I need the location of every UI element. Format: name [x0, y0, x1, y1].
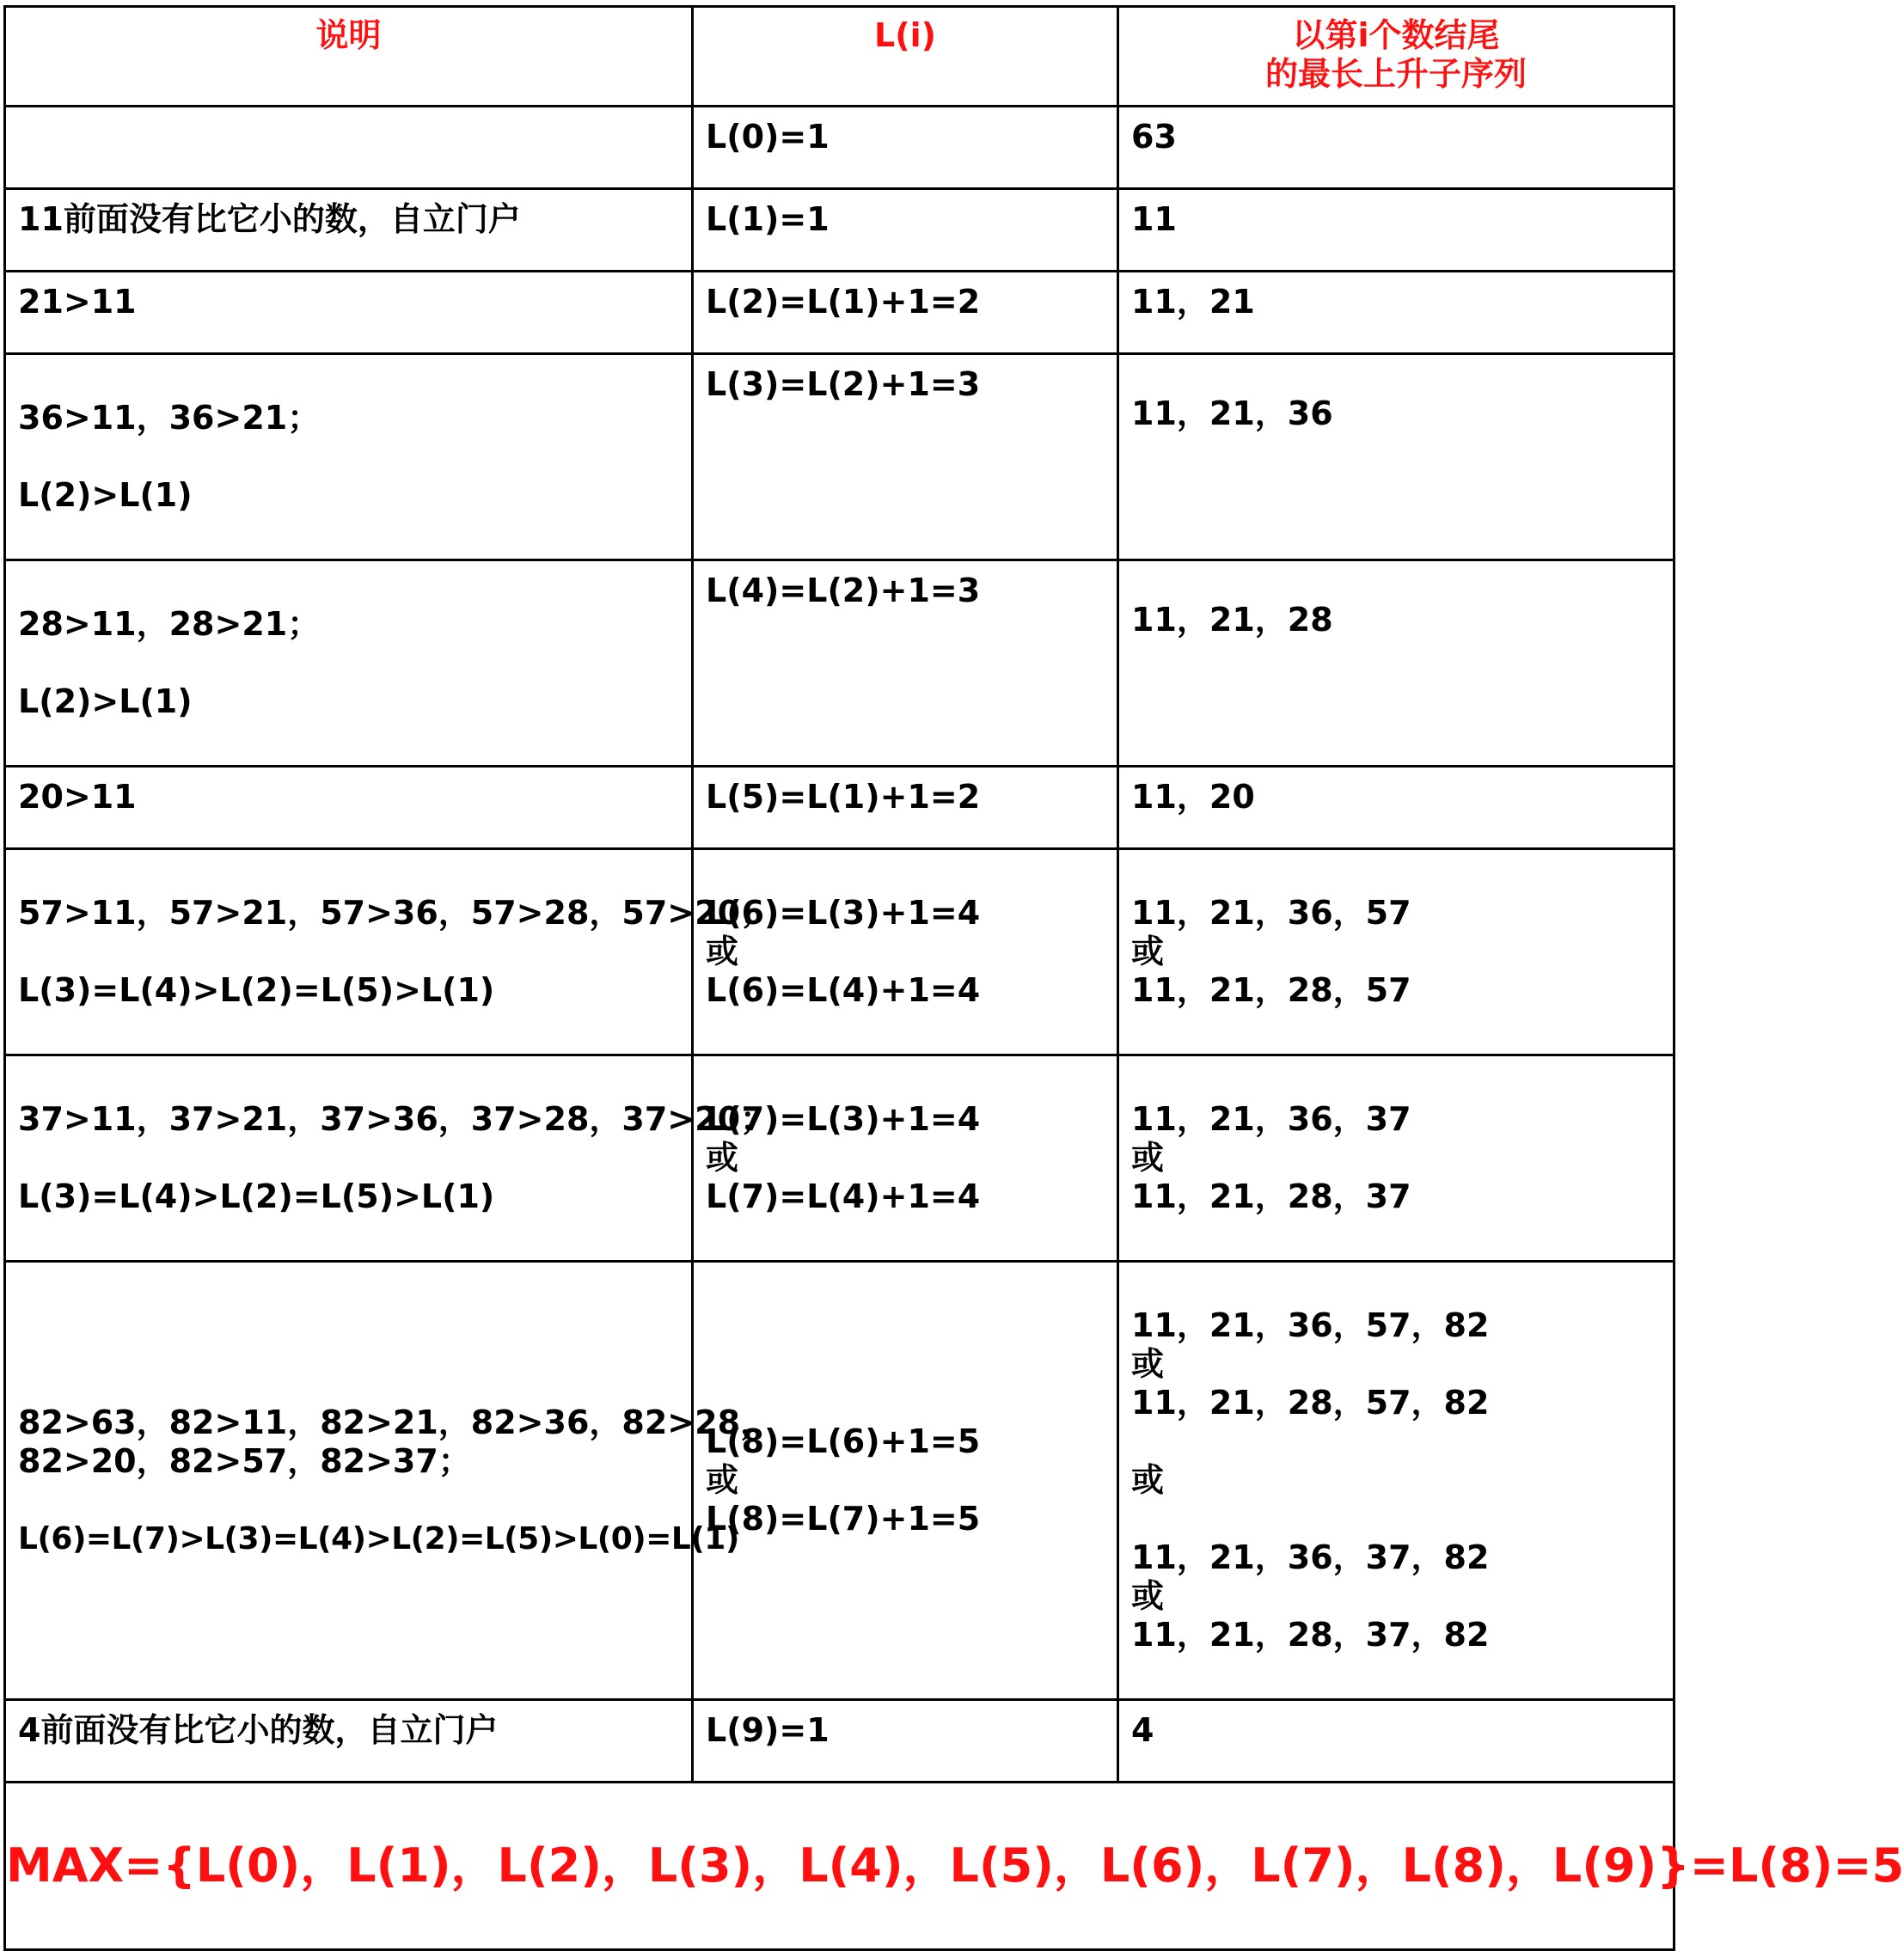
description-text: 4前面没有比它小的数，自立门户 [18, 1711, 499, 1749]
description-text: 57>11，57>21，57>36，57>28，57>20； [18, 894, 774, 932]
li-cell [693, 272, 1118, 354]
sequence-value: 11 [1131, 200, 1177, 238]
description-cell [5, 189, 693, 272]
table-row [5, 1262, 1674, 1700]
sequence-cell [1118, 1262, 1674, 1700]
description-cell [5, 272, 693, 354]
li-or: 或 [706, 1139, 739, 1177]
li-value: L(9)=1 [706, 1711, 830, 1749]
li-cell [693, 849, 1118, 1055]
li-value: L(5)=L(1)+1=2 [706, 778, 981, 816]
li-or: 或 [706, 933, 739, 970]
lis-table [3, 5, 1904, 1951]
sequence-cell [1118, 1055, 1674, 1262]
sequence-cell [1118, 560, 1674, 767]
header-li [693, 7, 1118, 107]
description-text: 82>20，82>57，82>37； [18, 1441, 471, 1480]
sequence-value: 11，21，36 [1131, 394, 1333, 432]
sequence-or: 或 [1131, 1345, 1165, 1383]
li-cell [693, 560, 1118, 767]
description-relation: L(6)=L(7)>L(3)=L(4)>L(2)=L(5)>L(0)=L(1) [18, 1520, 739, 1557]
sequence-or: 或 [1131, 933, 1165, 970]
sequence-cell [1118, 107, 1674, 189]
sequence-cell [1118, 849, 1674, 1055]
sequence-or: 或 [1131, 1461, 1165, 1499]
li-value: L(6)=L(4)+1=4 [706, 971, 981, 1009]
description-cell [5, 767, 693, 849]
li-cell [693, 767, 1118, 849]
sequence-value: 11，21，36，57，82 [1131, 1306, 1490, 1344]
header-row [5, 7, 1674, 107]
header-description [5, 7, 693, 107]
max-row [5, 1783, 1674, 1950]
table-row [5, 849, 1674, 1055]
sequence-cell [1118, 767, 1674, 849]
sequence-value: 11，21，28，57 [1131, 971, 1411, 1009]
table-row [5, 560, 1674, 767]
description-relation: L(2)>L(1) [18, 476, 193, 514]
li-cell [693, 1055, 1118, 1262]
sequence-value: 11，21 [1131, 283, 1255, 321]
li-value: L(3)=L(2)+1=3 [706, 365, 981, 403]
sequence-cell [1118, 189, 1674, 272]
sequence-value: 11，21，36，37 [1131, 1100, 1411, 1138]
description-text: 36>11，36>21； [18, 399, 321, 437]
max-formula: MAX={L(0)，L(1)，L(2)，L(3)，L(4)，L(5)，L(6)，L(7)，L(8)，L(9)}=L(8)=5 [6, 1838, 1904, 1893]
li-value: L(1)=1 [706, 200, 830, 238]
sequence-or: 或 [1131, 1577, 1165, 1615]
sequence-cell [1118, 354, 1674, 560]
header-sequence [1118, 7, 1674, 107]
li-or: 或 [706, 1461, 739, 1499]
description-relation: L(2)>L(1) [18, 682, 193, 720]
description-cell [5, 354, 693, 560]
description-cell [5, 849, 774, 1055]
sequence-cell [1118, 1700, 1674, 1783]
description-cell [5, 1262, 774, 1700]
sequence-value: 63 [1131, 118, 1177, 156]
description-text: 21>11 [18, 283, 137, 321]
li-value: L(8)=L(6)+1=5 [706, 1422, 981, 1460]
sequence-value: 11，20 [1131, 778, 1255, 816]
table-row [5, 107, 1674, 189]
li-value: L(6)=L(3)+1=4 [706, 894, 981, 932]
description-cell [5, 560, 693, 767]
sequence-cell [1118, 272, 1674, 354]
li-value: L(7)=L(4)+1=4 [706, 1177, 981, 1215]
sequence-or: 或 [1131, 1139, 1165, 1177]
sequence-value: 4 [1131, 1711, 1154, 1749]
description-cell [5, 1055, 774, 1262]
table-row [5, 1055, 1674, 1262]
li-cell [693, 189, 1118, 272]
description-relation: L(3)=L(4)>L(2)=L(5)>L(1) [18, 971, 495, 1009]
li-value: L(2)=L(1)+1=2 [706, 283, 981, 321]
li-cell [693, 1700, 1118, 1783]
li-value: L(0)=1 [706, 118, 830, 156]
sequence-value: 11，21，28 [1131, 601, 1333, 639]
sequence-value: 11，21，28，57，82 [1131, 1384, 1490, 1422]
sequence-value: 11，21，28，37，82 [1131, 1616, 1490, 1654]
description-text: 11前面没有比它小的数，自立门户 [18, 200, 521, 238]
description-cell [5, 107, 693, 189]
sequence-value: 11，21，28，37 [1131, 1177, 1411, 1215]
table-row [5, 1700, 1674, 1783]
table-row [5, 767, 1674, 849]
sequence-value: 11，21，36，37，82 [1131, 1538, 1490, 1576]
max-cell [5, 1783, 1904, 1950]
sequence-value: 11，21，36，57 [1131, 894, 1411, 932]
table-row [5, 189, 1674, 272]
description-text: 28>11，28>21； [18, 605, 321, 643]
li-cell [693, 107, 1118, 189]
header-description-text: 说明 [315, 16, 382, 54]
li-cell [693, 1262, 1118, 1700]
description-text: 82>63，82>11，82>21，82>36，82>28， [18, 1403, 774, 1441]
description-text: 37>11，37>21，37>36，37>28，37>20； [18, 1100, 774, 1138]
li-value: L(8)=L(7)+1=5 [706, 1500, 981, 1538]
table-row [5, 354, 1674, 560]
li-value: L(4)=L(2)+1=3 [706, 572, 981, 609]
description-cell [5, 1700, 693, 1783]
description-relation: L(3)=L(4)>L(2)=L(5)>L(1) [18, 1177, 495, 1215]
description-text: 20>11 [18, 778, 137, 816]
table-row [5, 272, 1674, 354]
li-cell [693, 354, 1118, 560]
li-value: L(7)=L(3)+1=4 [706, 1100, 981, 1138]
header-sequence-line1: 以第i个数结尾 [1292, 16, 1500, 54]
header-li-text: L(i) [874, 16, 936, 54]
header-sequence-line2: 的最长上升子序列 [1264, 55, 1527, 93]
